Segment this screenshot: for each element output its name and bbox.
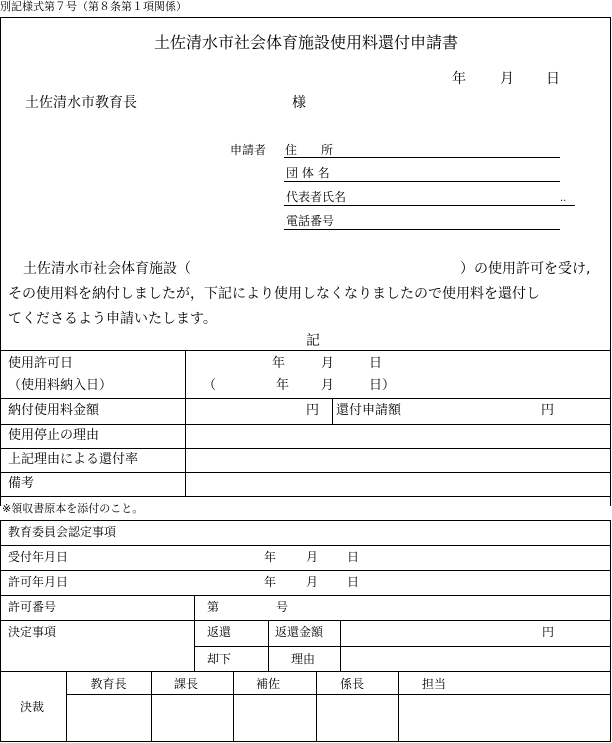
reject-reason-label: 理由	[291, 652, 316, 666]
paid-amount-yen: 円	[306, 403, 320, 418]
approval-col-assistant: 補佐	[255, 677, 280, 691]
payment-date-label: （使用料納入日）	[8, 378, 113, 393]
decision-label: 決定事項	[8, 625, 57, 639]
permit-date-day: 日	[369, 356, 383, 371]
facility-name-field[interactable]	[213, 262, 460, 277]
date-year: 年	[452, 71, 466, 87]
permit-number-label: 許可番号	[8, 600, 57, 614]
board-header: 教育委員会認定事項	[8, 525, 117, 539]
approval-col-section-chief: 課長	[173, 677, 198, 691]
date-month: 月	[500, 71, 514, 87]
permitted-year: 年	[264, 575, 277, 589]
phone-field[interactable]	[284, 229, 560, 230]
received-year: 年	[264, 550, 277, 564]
approval-col-subsection-chief: 係長	[339, 677, 364, 691]
payment-date-day: 日）	[369, 378, 396, 393]
address-label: 住 所	[285, 143, 334, 157]
refund-amount-yen: 円	[542, 625, 555, 639]
seal-mark: ..	[560, 193, 567, 204]
body-line1-left: 土佐清水市社会体育施設（	[23, 261, 191, 277]
refund-option: 返還	[207, 625, 232, 639]
ki-mark: 記	[306, 333, 320, 349]
refund-amount-label: 返還金額	[275, 625, 324, 639]
permitted-month: 月	[306, 575, 319, 589]
permit-number-suffix: 号	[276, 600, 289, 614]
received-day: 日	[347, 550, 360, 564]
address-field[interactable]	[284, 157, 560, 158]
received-date-label: 受付年月日	[8, 550, 69, 564]
receipt-note: ※領収書原本を添付のこと。	[2, 502, 144, 515]
form-title: 土佐清水市社会体育施設使用料還付申請書	[153, 33, 458, 52]
permitted-day: 日	[347, 575, 360, 589]
received-month: 月	[306, 550, 319, 564]
reason-label: 使用停止の理由	[8, 428, 100, 443]
permit-date-year: 年	[272, 356, 286, 371]
approval-label: 決裁	[20, 700, 45, 714]
form-code: 別記様式第７号（第８条第１項関係）	[0, 0, 187, 13]
refund-request-label: 還付申請額	[336, 403, 402, 418]
group-name-label: 団 体 名	[286, 166, 330, 180]
approval-col-superintendent: 教育長	[90, 677, 127, 691]
reject-option: 却下	[207, 652, 232, 666]
paid-amount-label: 納付使用料金額	[8, 403, 100, 418]
phone-label: 電話番号	[286, 214, 335, 228]
representative-field[interactable]	[284, 205, 575, 206]
addressee-honorific: 様	[292, 95, 306, 111]
representative-label: 代表者氏名	[286, 190, 347, 204]
group-name-field[interactable]	[284, 181, 560, 182]
permit-date-month: 月	[321, 356, 335, 371]
approval-col-staff: 担当	[421, 677, 446, 691]
body-line2: その使用料を納付しましたが，下記により使用しなくなりましたので使用料を還付し	[8, 286, 540, 302]
body-line1-right: ）の使用許可を受け,	[460, 261, 591, 277]
payment-date-year: 年	[276, 378, 290, 393]
payment-date-open: （	[203, 378, 217, 393]
applicant-label: 申請者	[230, 143, 267, 157]
payment-date-month: 月	[321, 378, 335, 393]
date-day: 日	[546, 71, 560, 87]
addressee: 土佐清水市教育長	[25, 95, 137, 111]
body-line3: てくださるよう申請いたします。	[8, 311, 217, 327]
permit-date-label: 使用許可日	[8, 356, 74, 371]
permit-number-prefix: 第	[207, 600, 220, 614]
remarks-label: 備考	[8, 476, 35, 491]
refund-request-yen: 円	[541, 403, 555, 418]
refund-rate-label: 上記理由による還付率	[8, 452, 139, 467]
permitted-date-label: 許可年月日	[8, 575, 69, 589]
